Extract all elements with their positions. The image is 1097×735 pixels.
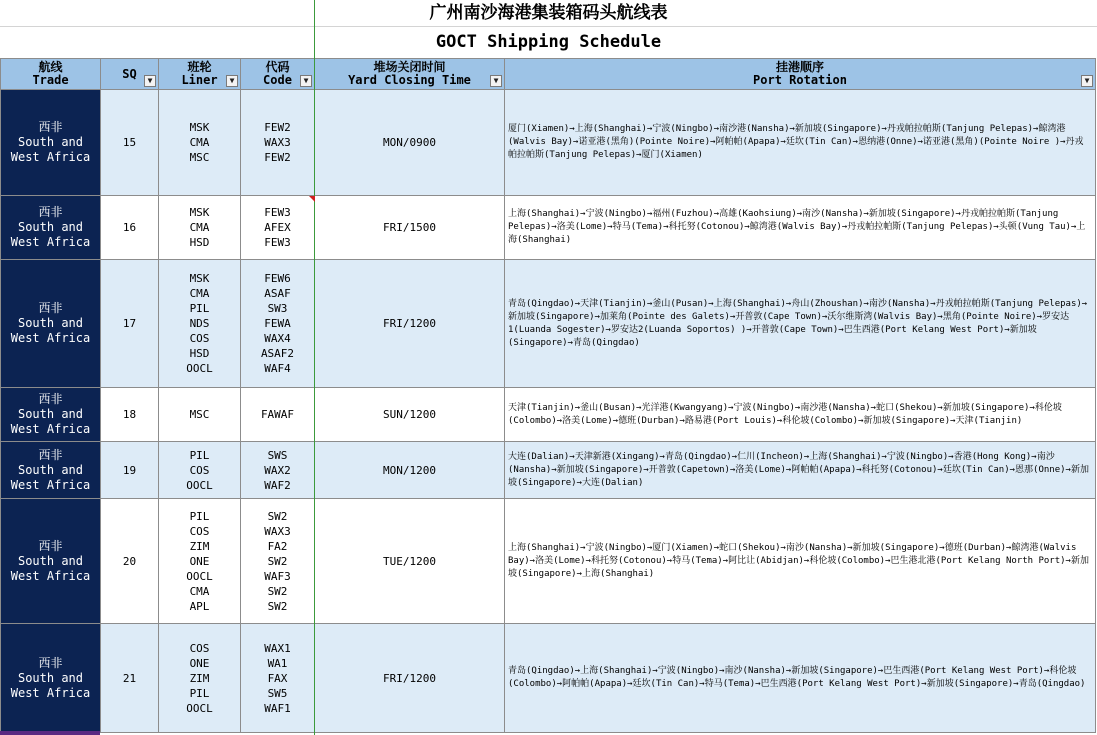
port-rotation-cell[interactable]: 厦门(Xiamen)→上海(Shanghai)→宁波(Ningbo)→南沙港(Nansha)→新加坡(Singapore)→丹戎帕拉帕斯(Tanjung Pelepas)→鲸湾港(Walvis Bay)→诺亚港(黑角)(Pointe Noire)→阿帕帕(Apapa)→廷坎(Tin Can)→恩纳港(Onne)→诺亚港(黑角)(Pointe Noire )→丹戎帕拉帕斯(Tanjung Pelepas)→厦门(Xiamen) xyxy=(505,90,1096,196)
closing-time-cell[interactable]: TUE/1200 xyxy=(315,499,505,624)
table-row[interactable] xyxy=(1,90,1096,196)
filter-dropdown-sq-icon[interactable]: ▼ xyxy=(144,75,156,87)
code-cell[interactable]: SW2 WAX3 FA2 SW2 WAF3 SW2 SW2 xyxy=(241,499,315,624)
header-rotation-en: Port Rotation xyxy=(753,73,847,87)
closing-time-cell[interactable]: MON/1200 xyxy=(315,442,505,499)
filter-dropdown-rotation-icon[interactable]: ▼ xyxy=(1081,75,1093,87)
sq-cell[interactable]: 19 xyxy=(101,442,159,499)
sheet-edge-strip xyxy=(0,731,100,735)
trade-en-line2: West Africa xyxy=(10,422,91,436)
sq-cell[interactable]: 21 xyxy=(101,624,159,733)
header-code-en: Code xyxy=(263,73,292,87)
port-rotation-cell[interactable]: 上海(Shanghai)→宁波(Ningbo)→厦门(Xiamen)→蛇口(Shekou)→南沙(Nansha)→新加坡(Singapore)→德班(Durban)→鲸湾港(Walvis Bay)→洛美(Lome)→科托努(Cotonou)→特马(Tema)→阿比让(Abidjan)→科伦坡(Colombo)→巴生港北港(Port Kelang North Port)→新加坡(Singapore)→上海(Shanghai) xyxy=(505,499,1096,624)
filter-dropdown-code-icon[interactable]: ▼ xyxy=(300,75,312,87)
closing-time-cell[interactable]: FRI/1200 xyxy=(315,260,505,388)
code-cell[interactable]: FEW3 AFEX FEW3 xyxy=(241,196,315,260)
header-liner-en: Liner xyxy=(181,73,218,87)
port-rotation-cell[interactable]: 上海(Shanghai)→宁波(Ningbo)→福州(Fuzhou)→高雄(Kaohsiung)→南沙(Nansha)→新加坡(Singapore)→丹戎帕拉帕斯(Tanjung Pelepas)→洛美(Lome)→特马(Tema)→科托努(Cotonou)→鲸湾港(Walvis Bay)→丹戎帕拉帕斯(Tanjung Pelepas)→头顿(Vung Tau)→上海(Shanghai) xyxy=(505,196,1096,260)
trade-en-line1: South and xyxy=(17,220,84,234)
trade-en-line1: South and xyxy=(17,462,84,477)
table-row[interactable] xyxy=(1,388,1096,442)
header-sq xyxy=(101,59,159,90)
trade-en-line2: West Africa xyxy=(10,235,91,249)
table-row[interactable] xyxy=(1,499,1096,624)
port-rotation-cell[interactable]: 天津(Tianjin)→釜山(Busan)→光洋港(Kwangyang)→宁波(Ningbo)→南沙港(Nansha)→蛇口(Shekou)→新加坡(Singapore)→科伦坡(Colombo)→洛美(Lome)→德班(Durban)→路易港(Port Louis)→科伦坡(Colombo)→新加坡(Singapore)→天津(Tianjin) xyxy=(505,388,1096,442)
sq-cell[interactable]: 18 xyxy=(101,388,159,442)
filter-dropdown-closing-icon[interactable]: ▼ xyxy=(490,75,502,87)
trade-en-line1: South and xyxy=(17,135,84,149)
trade-en-line2: West Africa xyxy=(10,685,91,700)
sq-cell[interactable]: 16 xyxy=(101,196,159,260)
page-title-cn: 广州南沙海港集装箱码头航线表 xyxy=(0,0,1097,27)
filter-dropdown-liner-icon[interactable]: ▼ xyxy=(226,75,238,87)
header-sq-label: SQ xyxy=(122,66,137,81)
liner-cell[interactable]: MSC xyxy=(159,388,241,442)
trade-cell[interactable] xyxy=(1,388,101,442)
sq-cell[interactable]: 15 xyxy=(101,90,159,196)
header-trade-en: Trade xyxy=(32,73,69,87)
page-title-en: GOCT Shipping Schedule xyxy=(435,32,662,52)
table-row[interactable] xyxy=(1,196,1096,260)
liner-cell[interactable]: MSK CMA HSD xyxy=(159,196,241,260)
header-rotation xyxy=(505,59,1096,90)
header-liner-cn: 班轮 xyxy=(187,60,212,74)
closing-time-cell[interactable]: MON/0900 xyxy=(315,90,505,196)
liner-cell[interactable]: PIL COS OOCL xyxy=(159,442,241,499)
trade-cn: 西非 xyxy=(38,120,63,134)
trade-cell[interactable] xyxy=(1,624,101,733)
trade-cell[interactable] xyxy=(1,196,101,260)
header-row xyxy=(1,59,1096,90)
header-code xyxy=(241,59,315,90)
schedule-table xyxy=(0,58,1096,733)
trade-en-line2: West Africa xyxy=(10,568,91,583)
closing-time-cell[interactable]: FRI/1500 xyxy=(315,196,505,260)
sq-cell[interactable]: 20 xyxy=(101,499,159,624)
code-cell[interactable]: FEW6 ASAF SW3 FEWA WAX4 ASAF2 WAF4 xyxy=(241,260,315,388)
liner-cell[interactable]: COS ONE ZIM PIL OOCL xyxy=(159,624,241,733)
trade-en-line2: West Africa xyxy=(10,477,91,492)
header-closing-en: Yard Closing Time xyxy=(348,73,471,87)
trade-en-line1: South and xyxy=(17,670,84,685)
trade-cn: 西非 xyxy=(38,538,63,553)
comment-indicator-icon xyxy=(309,196,315,202)
port-rotation-cell[interactable]: 青岛(Qingdao)→上海(Shanghai)→宁波(Ningbo)→南沙(Nansha)→新加坡(Singapore)→巴生西港(Port Kelang West Port)→科伦坡(Colombo)→阿帕帕(Apapa)→廷坎(Tin Can)→特马(Tema)→巴生西港(Port Kelang West Port)→新加坡(Singapore)→青岛(Qingdao) xyxy=(505,624,1096,733)
port-rotation-cell[interactable]: 青岛(Qingdao)→天津(Tianjin)→釜山(Pusan)→上海(Shanghai)→舟山(Zhoushan)→南沙(Nansha)→丹戎帕拉帕斯(Tanjung Pelepas)→新加坡(Singapore)→加莱角(Pointe des Galets)→开普敦(Cape Town)→沃尔维斯湾(Walvis Bay)→黑角(Pointe Noire)→罗安达1(Luanda Sogester)→罗安达2(Luanda Soportos) )→开普敦(Cape Town)→巴生西港(Port Kelang West Port)→新加坡(Singapore)→青岛(Qingdao) xyxy=(505,260,1096,388)
code-cell[interactable]: WAX1 WA1 FAX SW5 WAF1 xyxy=(241,624,315,733)
trade-en-line1: South and xyxy=(17,316,84,330)
liner-cell[interactable]: PIL COS ZIM ONE OOCL CMA APL xyxy=(159,499,241,624)
liner-cell[interactable]: MSK CMA MSC xyxy=(159,90,241,196)
trade-cn: 西非 xyxy=(38,447,63,462)
liner-cell[interactable]: MSK CMA PIL NDS COS HSD OOCL xyxy=(159,260,241,388)
code-cell[interactable]: FEW2 WAX3 FEW2 xyxy=(241,90,315,196)
trade-en-line1: South and xyxy=(17,553,84,568)
freeze-pane-line xyxy=(314,0,315,735)
header-code-cn: 代码 xyxy=(265,60,290,74)
trade-en-line2: West Africa xyxy=(10,331,91,345)
closing-time-cell[interactable]: SUN/1200 xyxy=(315,388,505,442)
header-closing xyxy=(315,59,505,90)
port-rotation-cell[interactable]: 大连(Dalian)→天津新港(Xingang)→青岛(Qingdao)→仁川(Incheon)→上海(Shanghai)→宁波(Ningbo)→香港(Hong Kong)→南沙(Nansha)→新加坡(Singapore)→开普敦(Capetown)→洛美(Lome)→阿帕帕(Apapa)→科托努(Cotonou)→廷坎(Tin Can)→恩那(Onne)→新加坡(Singapore)→大连(Dalian) xyxy=(505,442,1096,499)
header-closing-cn: 堆场关闭时间 xyxy=(373,60,446,74)
trade-cn: 西非 xyxy=(38,392,63,406)
trade-en-line1: South and xyxy=(17,407,84,421)
closing-time-cell[interactable]: FRI/1200 xyxy=(315,624,505,733)
code-cell[interactable]: FAWAF xyxy=(241,388,315,442)
trade-cn: 西非 xyxy=(38,205,63,219)
table-row[interactable] xyxy=(1,260,1096,388)
header-liner xyxy=(159,59,241,90)
trade-cell[interactable] xyxy=(1,90,101,196)
table-row[interactable] xyxy=(1,624,1096,733)
trade-en-line2: West Africa xyxy=(10,150,91,164)
trade-cn: 西非 xyxy=(38,655,63,670)
header-trade xyxy=(1,59,101,90)
code-cell[interactable]: SWS WAX2 WAF2 xyxy=(241,442,315,499)
header-trade-cn: 航线 xyxy=(38,60,63,74)
sq-cell[interactable]: 17 xyxy=(101,260,159,388)
trade-cell[interactable] xyxy=(1,260,101,388)
table-row[interactable] xyxy=(1,442,1096,499)
header-rotation-cn: 挂港顺序 xyxy=(775,60,824,74)
trade-cell[interactable] xyxy=(1,499,101,624)
trade-cn: 西非 xyxy=(38,301,63,315)
trade-cell[interactable] xyxy=(1,442,101,499)
